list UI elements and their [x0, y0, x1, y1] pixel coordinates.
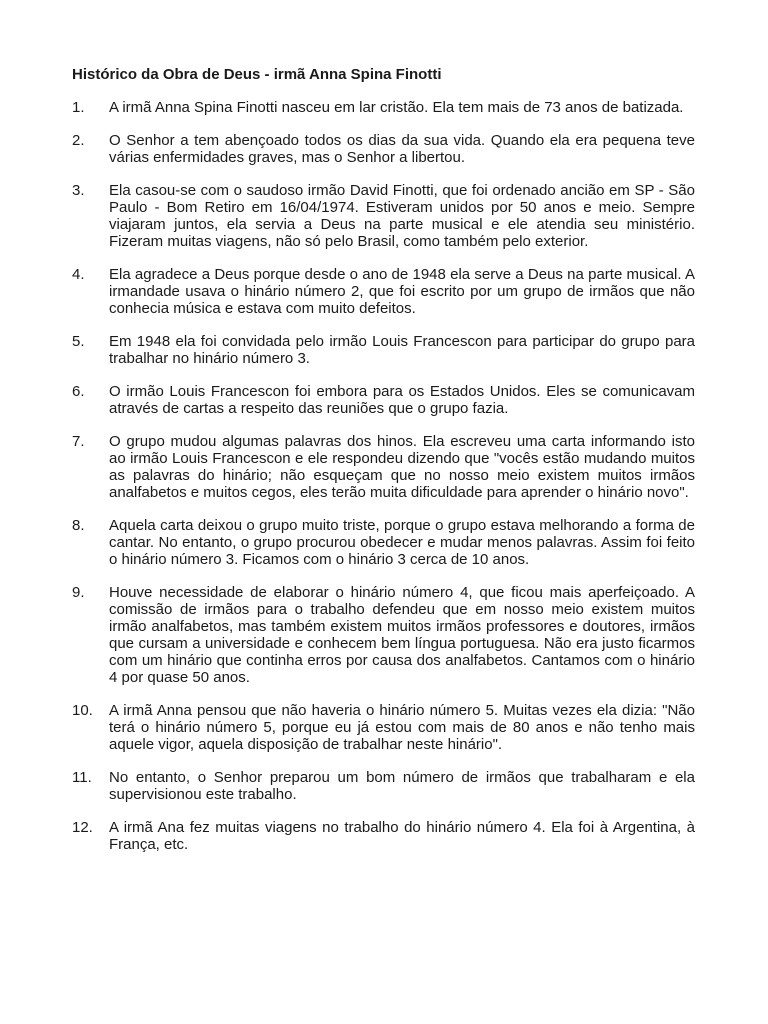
item-number: 2.	[72, 132, 85, 149]
item-number: 8.	[72, 517, 85, 534]
item-number: 6.	[72, 383, 85, 400]
list-item	[72, 266, 695, 317]
list-item	[72, 584, 695, 686]
item-text: Houve necessidade de elaborar o hinário número 4, que ficou mais aperfeiçoado. A comissão de irmãos para o trabalho defendeu que em nosso meio existem muitos irmão analfabetos, mas também existem muitos irmãos professores e doutores, irmãos que cursam a universidade e conhecem bem língua portuguesa. Não era justo ficarmos com um hinário que continha erros por causa dos analfabetos. Cantamos com o hinário 4 por quase 50 anos.	[109, 584, 695, 686]
item-number: 9.	[72, 584, 85, 601]
document-title: Histórico da Obra de Deus - irmã Anna Spina Finotti	[72, 66, 442, 83]
item-number: 12.	[72, 819, 93, 836]
item-number: 4.	[72, 266, 85, 283]
numbered-list	[72, 99, 695, 853]
item-text: O Senhor a tem abençoado todos os dias da sua vida. Quando ela era pequena teve várias enfermidades graves, mas o Senhor a libertou.	[109, 132, 695, 166]
item-number: 10.	[72, 702, 93, 719]
item-text: Ela casou-se com o saudoso irmão David Finotti, que foi ordenado ancião em SP - São Paulo - Bom Retiro em 16/04/1974. Estiveram unidos por 50 anos e meio. Sempre viajaram juntos, ela servia a Deus na parte musical e ele atendia seu ministério. Fizeram muitas viagens, não só pelo Brasil, como também pelo exterior.	[109, 182, 695, 250]
list-item	[72, 433, 695, 501]
list-item	[72, 333, 695, 367]
list-item	[72, 132, 695, 166]
item-text: O irmão Louis Francescon foi embora para os Estados Unidos. Eles se comunicavam através de cartas a respeito das reuniões que o grupo fazia.	[109, 383, 695, 417]
list-item	[72, 383, 695, 417]
item-text: O grupo mudou algumas palavras dos hinos. Ela escreveu uma carta informando isto ao irmão Louis Francescon e ele respondeu dizendo que "vocês estão mudando muitos as palavras do hinário; não esqueçam que no nosso meio existem muitos irmãos analfabetos e muitos cegos, eles terão muita dificuldade para aprender o hinário novo".	[109, 433, 695, 501]
item-number: 11.	[72, 769, 92, 786]
item-text: Em 1948 ela foi convidada pelo irmão Louis Francescon para participar do grupo para trabalhar no hinário número 3.	[109, 333, 695, 367]
item-text: A irmã Anna pensou que não haveria o hinário número 5. Muitas vezes ela dizia: "Não terá o hinário número 5, porque eu já estou com mais de 80 anos e não tenho mais aquele vigor, aquela disposição de trabalhar neste hinário".	[109, 702, 695, 753]
list-item	[72, 702, 695, 753]
item-text: Ela agradece a Deus porque desde o ano de 1948 ela serve a Deus na parte musical. A irmandade usava o hinário número 2, que foi escrito por um grupo de irmãos que não conhecia música e estava com muito defeitos.	[109, 266, 695, 317]
item-text: A irmã Ana fez muitas viagens no trabalho do hinário número 4. Ela foi à Argentina, à França, etc.	[109, 819, 695, 853]
item-text: Aquela carta deixou o grupo muito triste, porque o grupo estava melhorando a forma de cantar. No entanto, o grupo procurou obedecer e mudar menos palavras. Assim foi feito o hinário número 3. Ficamos com o hinário 3 cerca de 10 anos.	[109, 517, 695, 568]
item-number: 7.	[72, 433, 85, 450]
list-item	[72, 769, 695, 803]
item-number: 5.	[72, 333, 85, 350]
item-number: 3.	[72, 182, 85, 199]
list-item	[72, 99, 695, 116]
item-text: A irmã Anna Spina Finotti nasceu em lar cristão. Ela tem mais de 73 anos de batizada.	[109, 99, 684, 116]
list-item	[72, 819, 695, 853]
list-item	[72, 182, 695, 250]
item-number: 1.	[72, 99, 85, 116]
document-page	[72, 66, 695, 869]
list-item	[72, 517, 695, 568]
item-text: No entanto, o Senhor preparou um bom número de irmãos que trabalharam e ela supervisionou este trabalho.	[109, 769, 695, 803]
